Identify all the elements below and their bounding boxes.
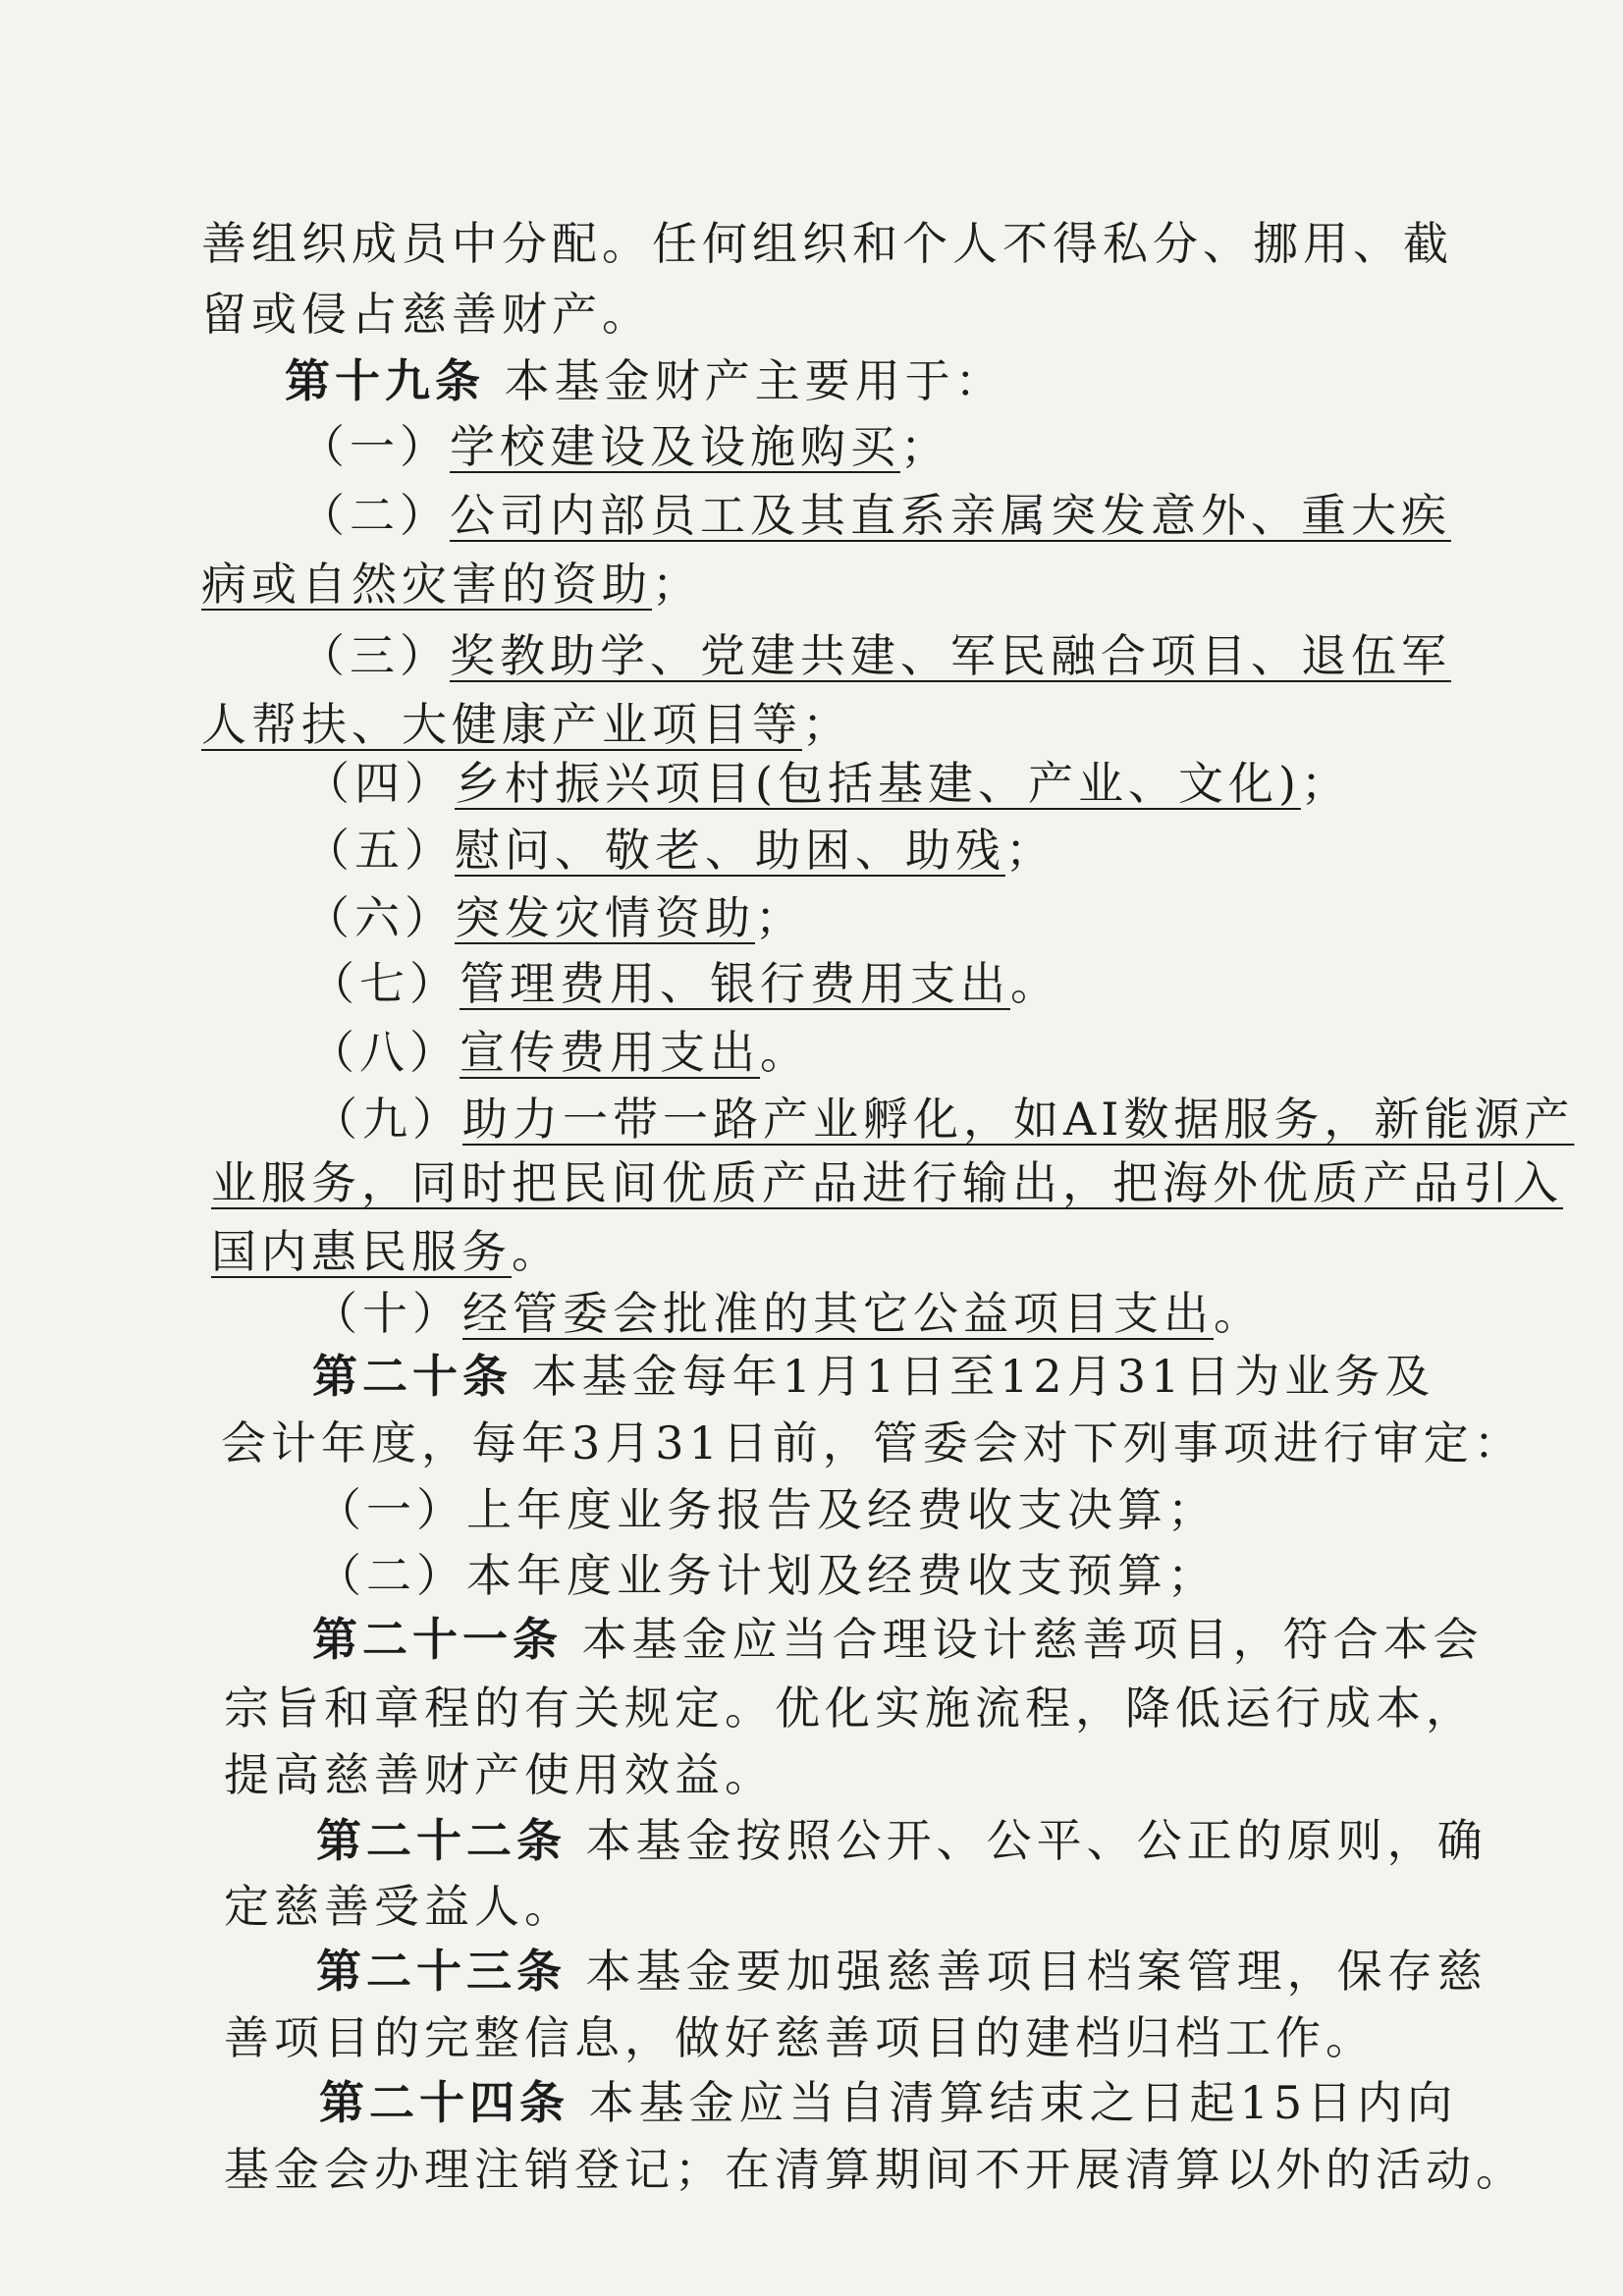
article-19-item-1: [299, 417, 950, 476]
article-24-label: 第二十四条: [319, 2076, 569, 2129]
article-22-label: 第二十二条: [316, 1814, 567, 1867]
item-text: 经管委会批准的其它公益项目支出: [462, 1287, 1214, 1340]
article-24-text: 本基金应当自清算结束之日起15日内向: [588, 2076, 1458, 2129]
item-punct: ；: [802, 698, 852, 751]
item-text: 公司内部员工及其直系亲属突发意外、重大疾: [450, 489, 1451, 542]
item-number: （四）: [304, 757, 455, 810]
article-20-item-1: （一）上年度业务报告及经费收支决算；: [316, 1483, 1217, 1536]
article-20-heading: [312, 1347, 1434, 1406]
item-punct: 。: [760, 1026, 810, 1079]
item-text: 宣传费用支出: [460, 1026, 760, 1079]
article-22-line-2: 定慈善受益人。: [224, 1880, 574, 1933]
item-punct: 。: [1010, 957, 1060, 1010]
item-number: （三）: [299, 629, 450, 682]
item-number: （一）: [299, 420, 450, 473]
article-19-item-3: [299, 626, 1451, 685]
article-19-item-6: [304, 888, 805, 947]
intro-line-2: 留或侵占慈善财产。: [201, 288, 652, 341]
article-19-item-4: [304, 754, 1351, 813]
article-23-heading: [316, 1942, 1488, 2001]
item-punct: ；: [1300, 757, 1351, 810]
item-text: 助力一带一路产业孵化，如AI数据服务，新能源产: [462, 1093, 1575, 1146]
item-punct: 。: [1214, 1287, 1264, 1340]
item-punct: ；: [755, 891, 805, 944]
article-24-line-2: 基金会办理注销登记；在清算期间不开展清算以外的活动。: [224, 2143, 1526, 2196]
article-23-text: 本基金要加强慈善项目档案管理，保存慈: [585, 1945, 1488, 1998]
item-number: （五）: [304, 824, 455, 877]
article-22-heading: [316, 1811, 1488, 1870]
article-23-label: 第二十三条: [316, 1945, 567, 1998]
item-number: （十）: [312, 1287, 462, 1340]
item-punct: ；: [652, 558, 702, 611]
item-text: 奖教助学、党建共建、军民融合项目、退伍军: [450, 629, 1451, 682]
article-19-text: 本基金财产主要用于：: [504, 354, 1005, 407]
article-21-line-3: 提高慈善财产使用效益。: [224, 1748, 775, 1801]
item-number: （八）: [309, 1026, 460, 1079]
intro-line-1: 善组织成员中分配。任何组织和个人不得私分、挪用、截: [201, 217, 1453, 270]
article-20-label: 第二十条: [312, 1350, 513, 1403]
item-punct: ；: [900, 420, 950, 473]
article-20-text: 本基金每年1月1日至12月31日为业务及: [531, 1350, 1435, 1403]
item-punct: ；: [1005, 824, 1055, 877]
item-text: 乡村振兴项目(包括基建、产业、文化): [455, 757, 1301, 810]
article-22-text: 本基金按照公开、公平、公正的原则，确: [585, 1814, 1488, 1867]
item-text: 突发灾情资助: [455, 891, 755, 944]
article-19-item-8: [309, 1023, 810, 1082]
article-20-item-2: （二）本年度业务计划及经费收支预算；: [316, 1549, 1217, 1602]
article-19-item-2: [299, 486, 1451, 545]
article-19-item-10: [312, 1284, 1264, 1343]
item-text: 人帮扶、大健康产业项目等: [201, 698, 802, 751]
article-19-label: 第十九条: [285, 354, 485, 407]
item-number: （九）: [312, 1093, 462, 1146]
item-number: （二）: [299, 489, 450, 542]
article-20-line-2: 会计年度，每年3月31日前，管委会对下列事项进行审定：: [221, 1416, 1524, 1469]
article-21-label: 第二十一条: [312, 1613, 563, 1666]
article-21-heading: [312, 1610, 1484, 1669]
item-text: 病或自然灾害的资助: [201, 558, 652, 611]
item-text: 慰问、敬老、助困、助残: [455, 824, 1005, 877]
item-text: 国内惠民服务: [211, 1225, 512, 1278]
article-19-item-9: [312, 1090, 1574, 1148]
item-number: （七）: [309, 957, 460, 1010]
article-19-item-2-cont: [201, 555, 702, 614]
article-19-heading: [285, 351, 1005, 410]
article-19-item-9-cont-1: [211, 1153, 1563, 1212]
item-text: 管理费用、银行费用支出: [460, 957, 1010, 1010]
article-19-item-9-cont-2: [211, 1222, 562, 1281]
article-21-line-2: 宗旨和章程的有关规定。优化实施流程，降低运行成本，: [224, 1682, 1476, 1735]
article-21-text: 本基金应当合理设计慈善项目，符合本会: [581, 1613, 1484, 1666]
item-punct: 。: [512, 1225, 562, 1278]
article-23-line-2: 善项目的完整信息，做好慈善项目的建档归档工作。: [224, 2011, 1376, 2064]
article-19-item-7: [309, 954, 1060, 1013]
article-24-heading: [319, 2073, 1457, 2132]
item-number: （六）: [304, 891, 455, 944]
item-text: 业服务，同时把民间优质产品进行输出，把海外优质产品引入: [211, 1156, 1563, 1209]
article-19-item-5: [304, 821, 1055, 880]
article-19-item-3-cont: [201, 695, 852, 754]
item-text: 学校建设及设施购买: [450, 420, 900, 473]
